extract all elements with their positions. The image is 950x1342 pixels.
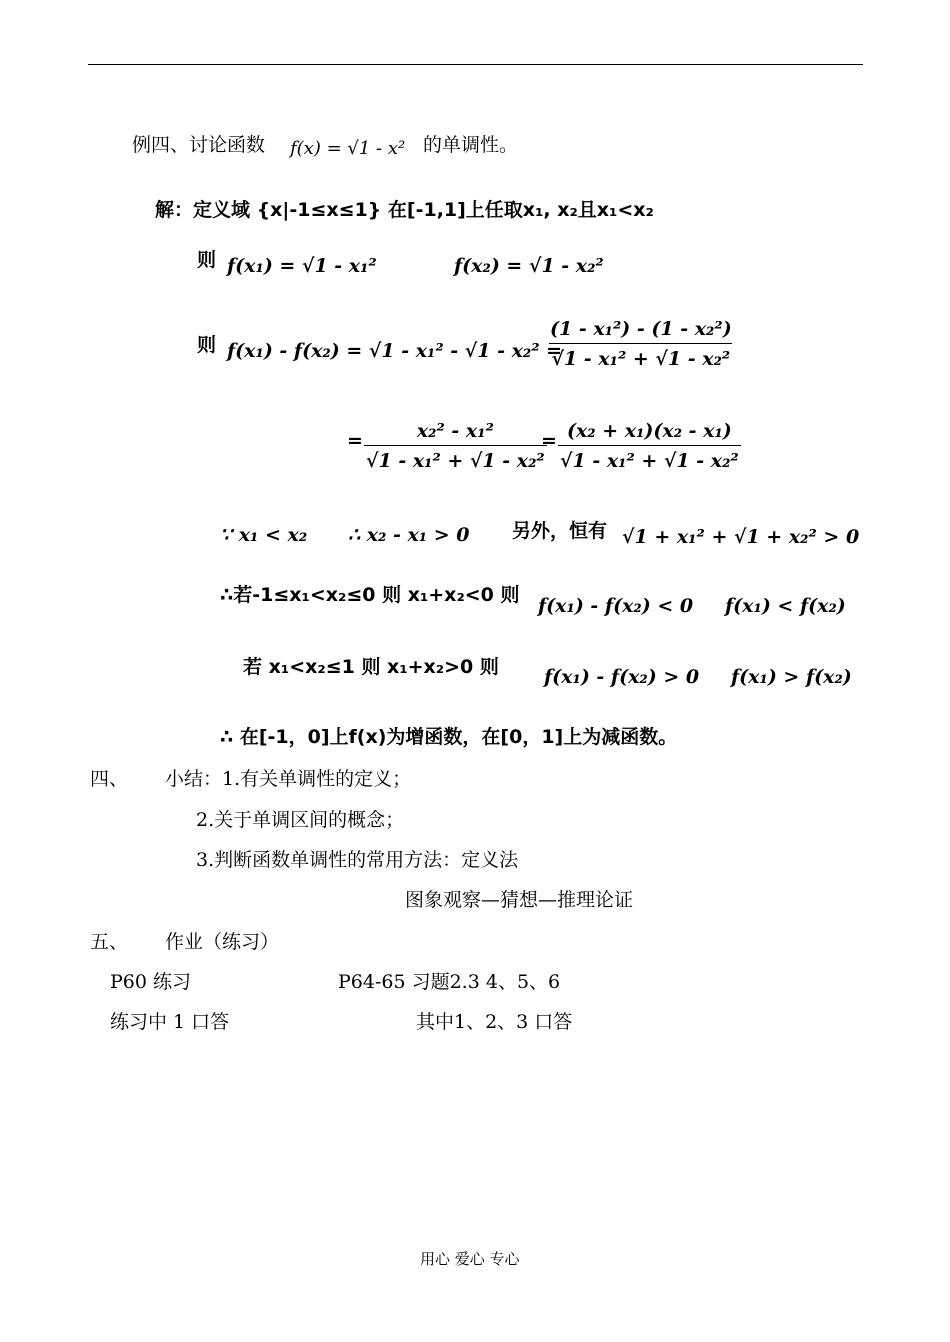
summary-number: 四、 [90, 768, 129, 790]
summary-item-3: 3.判断函数单调性的常用方法：定义法 [196, 849, 519, 871]
summary-item-3-methods: 图象观察—猜想—推理论证 [405, 889, 634, 911]
fraction-1-denominator: √1 - x₁² + √1 - x₂² [549, 343, 732, 370]
homework-row-1-left: P60 练习 [110, 971, 192, 993]
homework-row-2-left: 练习中 1 口答 [110, 1011, 230, 1033]
besides-expression: √1 + x₁² + √1 + x₂² > 0 [622, 526, 860, 548]
f-x2-definition: f(x₂) = √1 - x₂² [454, 255, 604, 277]
fraction-2-denominator: √1 - x₁² + √1 - x₂² [364, 445, 547, 472]
homework-row-1-right: P64-65 习题2.3 4、5、6 [338, 971, 561, 993]
header-rule [88, 64, 863, 65]
solution-domain-line: 解：定义域 {x|-1≤x≤1} 在[-1,1]上任取x₁, x₂且x₁<x₂ [155, 199, 654, 221]
fraction-2 [364, 420, 547, 472]
homework-row-2-right: 其中1、2、3 口答 [416, 1011, 573, 1033]
page-footer: 用心 爱心 专心 [420, 1250, 520, 1268]
fraction-3 [558, 420, 741, 472]
equals-sign-2: = [541, 430, 557, 452]
fraction-3-denominator: √1 - x₁² + √1 - x₂² [558, 445, 741, 472]
example-suffix: 的单调性。 [423, 134, 519, 156]
difference-expression: f(x₁) - f(x₂) = √1 - x₁² - √1 - x₂² = [227, 340, 563, 362]
case-2-comparison: f(x₁) > f(x₂) [731, 666, 852, 688]
fraction-3-numerator: (x₂ + x₁)(x₂ - x₁) [566, 420, 732, 442]
case-2-difference: f(x₁) - f(x₂) > 0 [544, 666, 700, 688]
equals-sign-1: = [347, 430, 363, 452]
fraction-1 [548, 318, 734, 370]
summary-item-2: 2.关于单调区间的概念； [196, 809, 405, 831]
case-1-difference: f(x₁) - f(x₂) < 0 [538, 595, 694, 617]
fraction-2-numerator: x₂² - x₁² [416, 420, 494, 442]
conclusion: ∴ 在[-1，0]上f(x)为增函数，在[0，1]上为减函数。 [220, 726, 678, 748]
f-x1-definition: f(x₁) = √1 - x₁² [227, 255, 377, 277]
because-statement: ∵ x₁ < x₂ [220, 524, 308, 546]
therefore-statement: ∴ x₂ - x₁ > 0 [348, 524, 470, 546]
fraction-1-numerator: (1 - x₁²) - (1 - x₂²) [550, 318, 732, 340]
then-label-1: 则 [197, 249, 217, 271]
case-1-comparison: f(x₁) < f(x₂) [725, 595, 846, 617]
homework-number: 五、 [90, 931, 129, 953]
then-label-2: 则 [197, 334, 217, 356]
case-1-condition: ∴若-1≤x₁<x₂≤0 则 x₁+x₂<0 则 [220, 584, 520, 606]
summary-heading: 小结：1.有关单调性的定义； [165, 768, 412, 790]
homework-heading: 作业（练习） [165, 931, 280, 953]
example-function: f(x) = √1 - x² [290, 138, 406, 159]
example-prefix: 例四、讨论函数 [132, 134, 266, 156]
besides-label: 另外，恒有 [512, 520, 608, 542]
case-2-condition: 若 x₁<x₂≤1 则 x₁+x₂>0 则 [243, 656, 499, 678]
